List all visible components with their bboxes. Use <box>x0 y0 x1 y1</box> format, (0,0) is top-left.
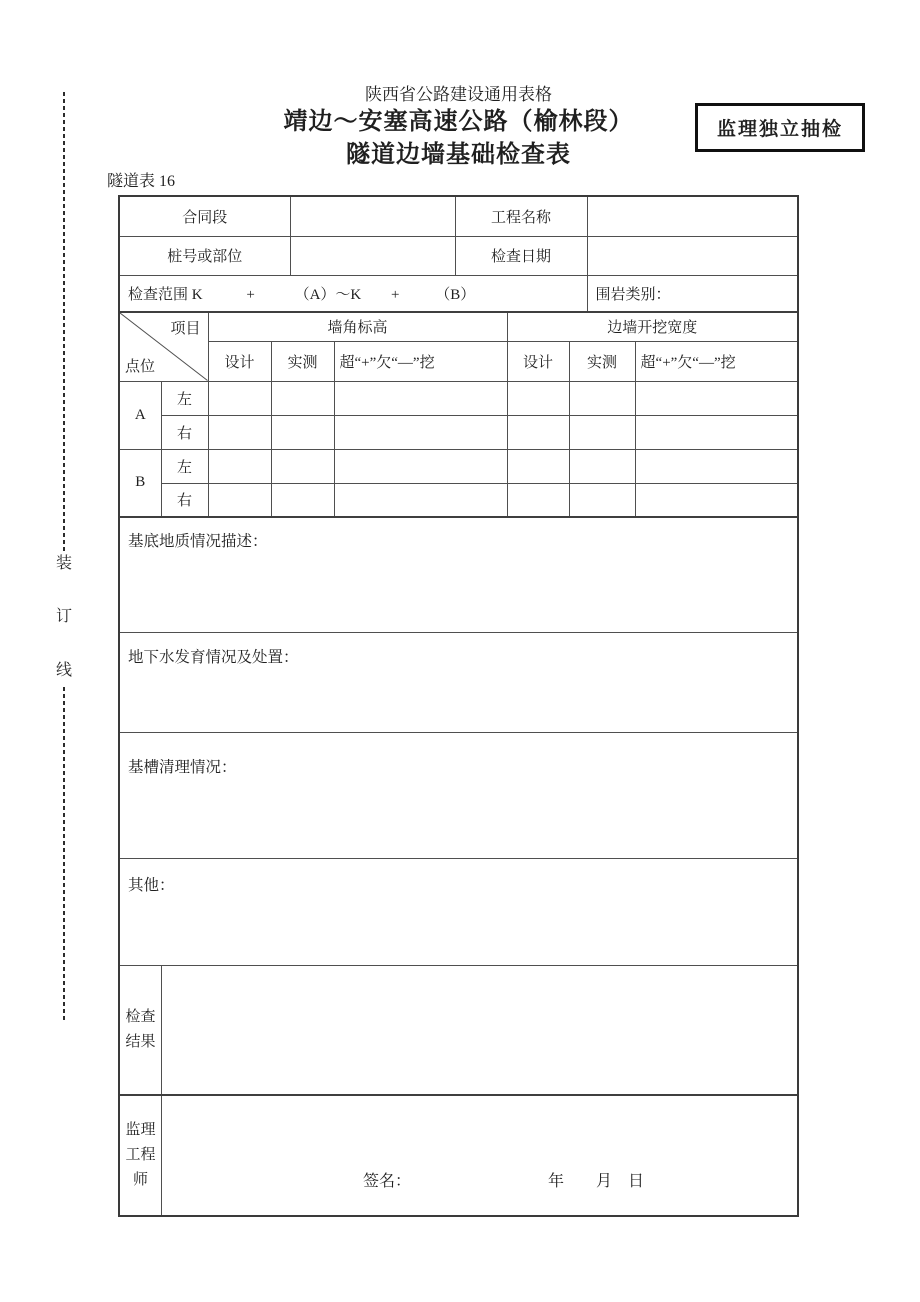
inspection-result-area[interactable] <box>162 966 797 1094</box>
measurement-cell[interactable] <box>507 381 569 415</box>
geology-description-section[interactable] <box>120 516 797 632</box>
measurement-cell[interactable] <box>569 415 635 449</box>
project-name-value[interactable] <box>587 197 797 236</box>
measurement-cell[interactable] <box>507 483 569 516</box>
table-row <box>120 483 797 516</box>
project-name-label: 工程名称 <box>455 197 587 236</box>
group-header-sidewall-excavation-width: 边墙开挖宽度 <box>507 313 797 341</box>
measurement-cell[interactable] <box>635 381 797 415</box>
measurement-cell[interactable] <box>569 381 635 415</box>
measurement-cell[interactable] <box>569 483 635 516</box>
stake-number-value[interactable] <box>290 236 455 275</box>
measurement-cell[interactable] <box>208 381 271 415</box>
contract-section-label: 合同段 <box>120 197 290 236</box>
trench-cleaning-label: 基槽清理情况： <box>128 759 237 776</box>
binding-char-xian: 线 <box>55 662 72 679</box>
groundwater-label: 地下水发育情况及处置： <box>128 649 299 666</box>
measurement-cell[interactable] <box>271 415 334 449</box>
measurement-table <box>120 313 797 516</box>
binding-char-ding: 订 <box>55 608 72 625</box>
measurement-cell[interactable] <box>334 415 507 449</box>
form-category: 陕西省公路建设通用表格 <box>365 85 552 104</box>
side-label-b-right: 右 <box>161 483 208 516</box>
other-section[interactable] <box>120 858 797 965</box>
contract-section-value[interactable] <box>290 197 455 236</box>
other-label: 其他： <box>128 877 175 894</box>
measurement-block <box>120 311 797 516</box>
measurement-cell[interactable] <box>507 415 569 449</box>
measurement-cell[interactable] <box>334 449 507 483</box>
table-row <box>120 381 797 415</box>
measurement-cell[interactable] <box>208 415 271 449</box>
point-label-b: B <box>120 449 161 516</box>
date-placeholder: 年 月 日 <box>548 1173 645 1190</box>
supervising-engineer-label <box>120 1096 162 1215</box>
form-title: 靖边～安塞高速公路（榆林段） <box>283 109 634 135</box>
diagonal-point-label: 点位 <box>125 358 156 375</box>
binding-dash-line-bottom <box>63 687 65 1020</box>
engineer-signature-area[interactable] <box>162 1096 797 1215</box>
measurement-cell[interactable] <box>635 483 797 516</box>
subheader-measured-2: 实测 <box>569 341 635 381</box>
trench-cleaning-section[interactable] <box>120 732 797 858</box>
inspection-form-table <box>118 195 799 1217</box>
range-part-prefix: 检查范围 K <box>128 286 203 303</box>
measurement-cell[interactable] <box>271 381 334 415</box>
inspection-result-label-line1: 检查 <box>125 1009 156 1025</box>
form-number: 隧道表 16 <box>107 173 176 190</box>
side-label-a-right: 右 <box>161 415 208 449</box>
signature-label: 签名： <box>363 1173 412 1190</box>
measurement-cell[interactable] <box>635 415 797 449</box>
point-label-a: A <box>120 381 161 449</box>
stake-number-label: 桩号或部位 <box>120 236 290 275</box>
side-label-b-left: 左 <box>161 449 208 483</box>
subheader-design-1: 设计 <box>208 341 271 381</box>
subheader-measured-1: 实测 <box>271 341 334 381</box>
inspection-stamp-label: 监理独立抽检 <box>716 119 843 140</box>
measurement-cell[interactable] <box>208 483 271 516</box>
measurement-cell[interactable] <box>507 449 569 483</box>
measurement-cell[interactable] <box>334 483 507 516</box>
measurement-cell[interactable] <box>271 449 334 483</box>
diagonal-item-label: 项目 <box>170 321 201 337</box>
geology-description-label: 基底地质情况描述： <box>128 533 268 550</box>
subheader-overcut-undercut-2: 超“+”欠“—”挖 <box>635 341 797 381</box>
inspection-result-label <box>120 966 162 1094</box>
measurement-cell[interactable] <box>569 449 635 483</box>
range-part-plus1: + <box>246 286 255 303</box>
table-row <box>120 415 797 449</box>
info-block <box>120 197 797 311</box>
side-label-a-left: 左 <box>161 381 208 415</box>
inspection-result-label-line2: 结果 <box>125 1034 156 1050</box>
diagonal-header-cell <box>120 313 208 381</box>
inspection-date-label: 检查日期 <box>455 236 587 275</box>
binding-char-zhuang: 装 <box>55 555 72 572</box>
engineer-label-line2: 工程 <box>125 1147 156 1163</box>
info-table <box>120 197 797 311</box>
groundwater-section[interactable] <box>120 632 797 732</box>
measurement-cell[interactable] <box>635 449 797 483</box>
range-part-a: （A）～K <box>294 286 362 303</box>
inspection-result-row <box>120 965 797 1094</box>
inspection-range-cell[interactable] <box>120 275 587 311</box>
binding-dash-line-top <box>63 92 65 553</box>
group-header-wall-corner-elevation: 墙角标高 <box>208 313 507 341</box>
inspection-date-value[interactable] <box>587 236 797 275</box>
subheader-overcut-undercut-1: 超“+”欠“—”挖 <box>334 341 507 381</box>
range-part-plus2: + <box>390 286 400 303</box>
table-row <box>120 449 797 483</box>
measurement-cell[interactable] <box>271 483 334 516</box>
rock-class-label: 围岩类别： <box>595 286 671 303</box>
inspection-stamp-box <box>695 103 865 152</box>
range-part-b: （B） <box>435 286 476 303</box>
supervising-engineer-row <box>120 1094 797 1215</box>
engineer-label-line3: 师 <box>132 1172 148 1188</box>
subheader-design-2: 设计 <box>507 341 569 381</box>
measurement-cell[interactable] <box>334 381 507 415</box>
measurement-cell[interactable] <box>208 449 271 483</box>
rock-class-cell[interactable] <box>587 275 797 311</box>
engineer-label-line1: 监理 <box>125 1122 156 1138</box>
form-subtitle: 隧道边墙基础检查表 <box>346 142 571 168</box>
